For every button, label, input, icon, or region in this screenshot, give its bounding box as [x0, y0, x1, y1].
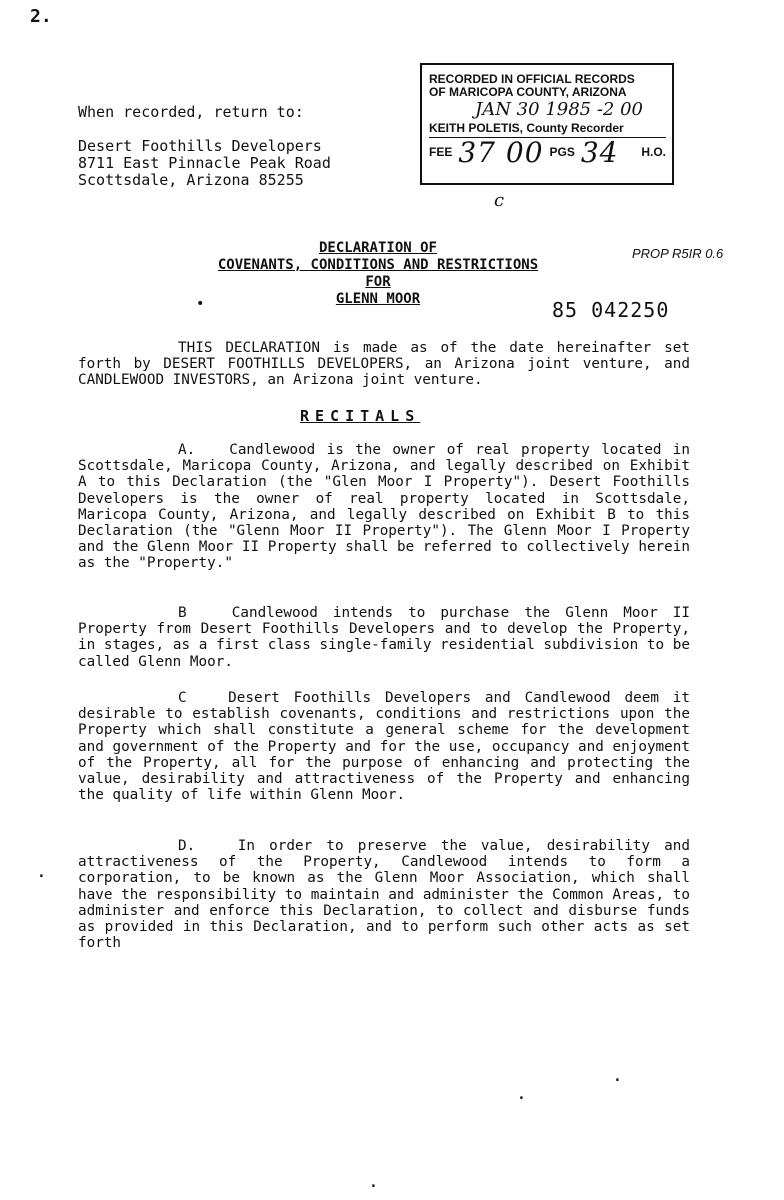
stamp-recorder: KEITH POLETIS, County Recorder [429, 121, 624, 135]
title-line-4: GLENN MOOR [335, 291, 421, 307]
title-line-3: FOR [365, 274, 391, 290]
scan-speck: · [368, 1176, 379, 1197]
return-label: When recorded, return to: [78, 103, 304, 121]
bullet-dot: • [196, 296, 205, 312]
return-street: 8711 East Pinnacle Peak Road [78, 154, 331, 172]
recital-d-text: In order to preserve the value, desirability and attractiveness of the Property, Candlewood intends to form a corporation, to be known as the Glenn Moor Association, which shall have the responsibility to maintain and administer the Common Areas, to administer and enforce this Declaration, to collect and disburse funds as provided in this Declaration, and to perform such other acts as set forth [78, 838, 690, 952]
document-title [150, 240, 606, 308]
return-address-block [78, 104, 331, 189]
recital-d [78, 838, 690, 951]
recital-c-text: Desert Foothills Developers and Candlewood deem it desirable to establish covenants, conditions and restrictions upon the Property which shall constitute a general scheme for the development and government of the Property and for the use, occupancy and enjoyment of the Property, all for the purpose of enhancing and protecting the value, desirability and attractiveness of the Property and enhancing the quality of life within Glenn Moor. [78, 690, 691, 804]
return-city: Scottsdale, Arizona 85255 [78, 171, 304, 189]
fee-label: FEE [429, 145, 453, 159]
return-name: Desert Foothills Developers [78, 137, 322, 155]
stamp-line-1: RECORDED IN OFFICIAL RECORDS [429, 72, 635, 86]
recital-a-label: A. [178, 442, 196, 458]
recital-b-label: B [178, 605, 187, 621]
recital-b-text: Candlewood intends to purchase the Glenn Moor II Property from Desert Foothills Developers and to develop the Property, in stages, as a first class single-family residential subdivision to be called Glenn Moor. [78, 605, 690, 670]
title-line-2: COVENANTS, CONDITIONS AND RESTRICTIONS [217, 257, 539, 273]
recital-a-text: Candlewood is the owner of real property located in Scottsdale, Maricopa County, Arizona, and legally described on Exhibit A to this Declaration (the "Glen Moor I Property"). Desert Foothills Developers is the owner of real property located in Scottsdale, Maricopa County, Arizona, and legally described on Exhibit B to this Declaration (the "Glenn Moor II Property"). The Glenn Moor I Property and the Glenn Moor II Property shall be referred to collectively herein as the "Property." [78, 442, 690, 572]
prop-note: PROP R5IR 0.6 [632, 246, 724, 261]
document-number: 85 042250 [552, 298, 670, 322]
pgs-label: PGS [549, 145, 575, 159]
stamp-date: JAN 30 1985 -2 00 [475, 99, 644, 120]
scan-speck: · [612, 1070, 623, 1091]
recitals-heading: RECITALS [300, 407, 421, 425]
scan-speck: · [36, 866, 47, 887]
ho-label: H.O. [641, 145, 666, 159]
recital-b [78, 605, 690, 670]
page-corner-mark: 2. [30, 6, 52, 27]
recital-d-label: D. [178, 838, 196, 854]
stamp-fee-row [429, 136, 666, 169]
stamp-handwritten-note: c [494, 190, 505, 211]
pgs-value: 34 [580, 136, 619, 169]
recital-c [78, 690, 690, 803]
title-line-1: DECLARATION OF [318, 240, 437, 256]
fee-value: 37 00 [458, 136, 544, 169]
scan-speck: · [516, 1088, 527, 1109]
recital-a [78, 442, 690, 572]
recorder-stamp [420, 63, 674, 185]
recital-c-label: C [178, 690, 187, 706]
stamp-line-2: OF MARICOPA COUNTY, ARIZONA [429, 85, 627, 99]
intro-paragraph: THIS DECLARATION is made as of the date hereinafter set forth by DESERT FOOTHILLS DEVELOPERS, an Arizona joint venture, and CANDLEWOOD INVESTORS, an Arizona joint venture. [78, 340, 690, 389]
